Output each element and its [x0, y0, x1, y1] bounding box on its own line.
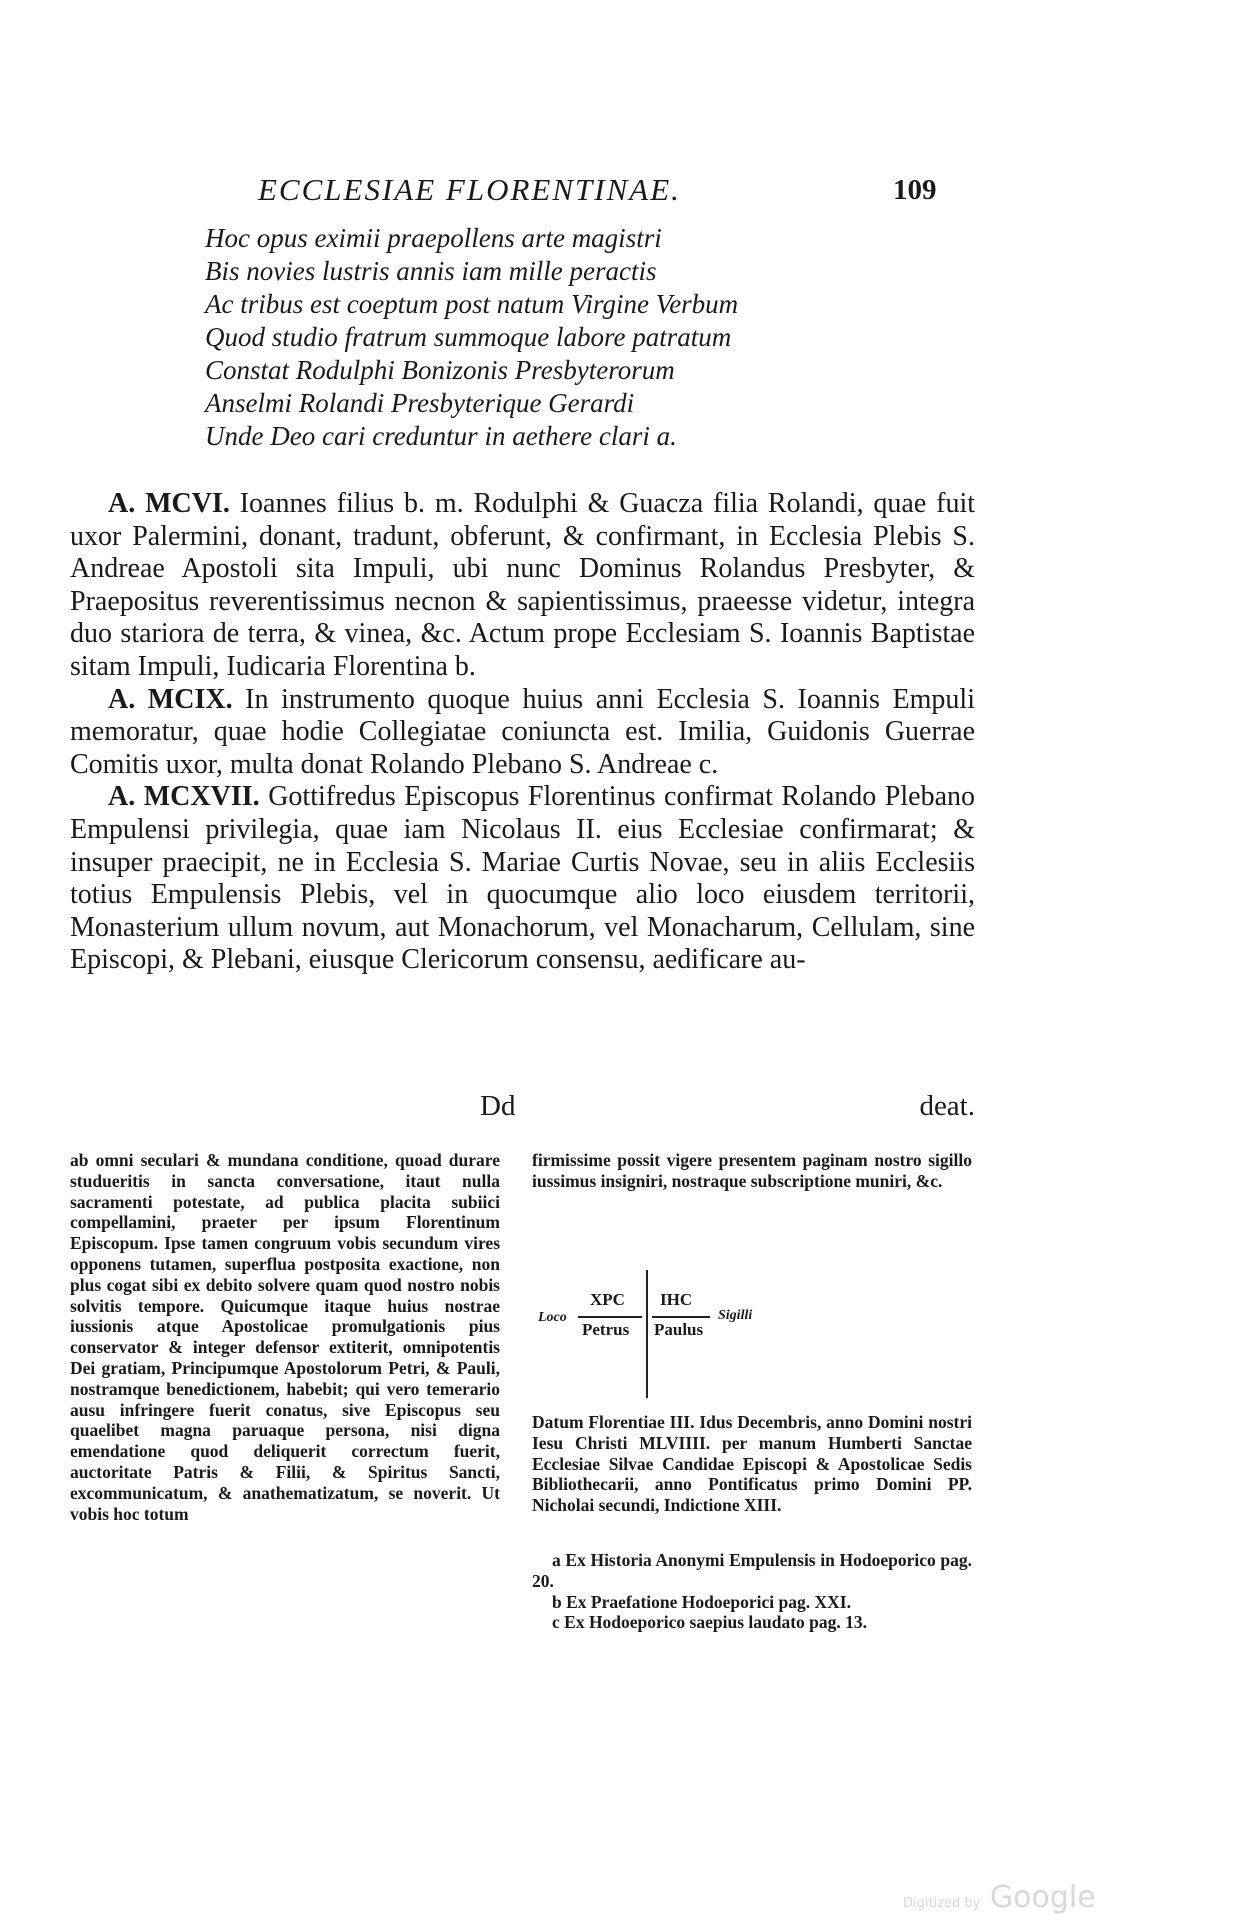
watermark-prefix: Digitized by [903, 1896, 981, 1911]
verse-line: Ac tribus est coeptum post natum Virgine Verbum [205, 289, 739, 319]
verse-line: Hoc opus eximii praepollens arte magistri [205, 223, 662, 253]
seal-ihc: IHC [660, 1290, 693, 1309]
footnote-left-column [70, 1150, 500, 1524]
digitized-watermark [903, 1880, 1096, 1915]
verse-line: Constat Rodulphi Bonizonis Presbyterorum [205, 355, 675, 385]
watermark-brand: Google [989, 1880, 1096, 1915]
header-title: ECCLESIAE FLORENTINAE. [258, 172, 681, 207]
running-header [258, 172, 958, 212]
verse-line: Unde Deo cari creduntur in aethere clari a. [205, 421, 677, 451]
seal-paulus: Paulus [654, 1320, 704, 1339]
signature-line [70, 1090, 975, 1130]
entry-paragraph [70, 781, 975, 977]
footnote-item: a Ex Historia Anonymi Empulensis in Hodoeporico pag. 20. [532, 1550, 972, 1591]
seal-rule [652, 1316, 710, 1318]
entry-paragraph [70, 684, 975, 782]
footnote-text: ab omni seculari & mundana conditione, quoad durare studueritis in sancta conversatione, itaut nulla sacramenti potestate, ad publica placita subiici compellamini, praeter per ipsum Florentinum Episcopum. Ipse tamen congruum vobis secundum vires opponens tutamen, superflua postposita exactione, non plus cogat sibi ex debito solvere quam quod nostro nobis solvitis tempore. Quicumque itaque huius nostrae iussionis atque Apostolicae promulgationis pius conservator & integer defensor extiterit, omnipotentis Dei gratiam, Principumque Apostolorum Petri, & Pauli, nostramque benedictionem, habebit; qui vero temerario ausu infringere fuerit conatus, sive Episcopus seu quaelibet magna paruaque persona, nisi digna emendatione quod deliquerit correctum fuerit, auctoritate Patris & Filii, & Spiritus Sancti, excommunicatum, & anathematizatum, se noverit. Ut vobis hoc totum [70, 1150, 500, 1524]
seal-xpc: XPC [590, 1290, 625, 1309]
verse-line: Bis novies lustris annis iam mille peractis [205, 256, 657, 286]
verse-line: Quod studio fratrum summoque labore patratum [205, 322, 732, 352]
entry-year: A. MCIX. [108, 683, 233, 715]
seal-divider [646, 1270, 648, 1398]
footnote-item: c Ex Hodoeporico saepius laudato pag. 13. [552, 1612, 868, 1633]
datum-text: Datum Florentiae III. Idus Decembris, anno Domini nostri Iesu Christi MLVIIII. per manum Humberti Sanctae Ecclesiae Silvae Candidae Episcopi & Apostolicae Sedis Bibliothecarii, anno Pontificatus primo Domini PP. Nicholai secundi, Indictione XIII. [532, 1412, 972, 1516]
entry-text: Gottifredus Episcopus Florentinus confirmat Rolando Plebano Empulensi privilegia, quae iam Nicolaus II. eius Ecclesiae confirmarat; & insuper praecipit, ne in Ecclesia S. Mariae Curtis Novae, seu in aliis Ecclesiis totius Empulensis Plebis, vel in quocumque alio loco eiusdem territorii, Monasterium ullum novum, aut Monachorum, vel Monacharum, Cellulam, sine Episcopi, & Plebani, eiusque Clericorum consensu, aedificare au- [70, 781, 976, 976]
footnote-item: b Ex Praefatione Hodoeporici pag. XXI. [552, 1591, 851, 1612]
seal-diagram [538, 1270, 788, 1400]
footnote-text: firmissime possit vigere presentem paginam nostro sigillo iussimus insigniri, nostraque subscriptione muniri, &c. [532, 1150, 972, 1191]
entry-year: A. MCXVII. [108, 781, 260, 813]
entry-year: A. MCVI. [108, 488, 230, 519]
footnotes [532, 1550, 972, 1633]
page-number: 109 [893, 174, 937, 206]
signature-mark: Dd [480, 1090, 516, 1122]
entry-text: Ioannes filius b. m. Rodulphi & Guacza filia Rolandi, quae fuit uxor Palermini, donant, tradunt, obferunt, & confirmant, in Ecclesia Plebis S. Andreae Apostoli sita Impuli, ubi nunc Dominus Rolandus Presbyter, & Praepositus reverentissimus necnon & sapientissimus, praeesse videtur, integra duo stariora de terra, & vinea, &c. Actum prope Ecclesiam S. Ioannis Baptistae sitam Impuli, Iudicaria Florentina b. [70, 488, 976, 682]
entry-paragraph [70, 488, 975, 684]
catchword: deat. [919, 1090, 975, 1122]
entry-text: In instrumento quoque huius anni Ecclesia S. Ioannis Empuli memoratur, quae hodie Collegiatae coniuncta est. Imilia, Guidonis Guerrae Comitis uxor, multa donat Rolando Plebano S. Andreae c. [70, 683, 975, 780]
seal-petrus: Petrus [582, 1320, 630, 1339]
seal-rule [578, 1316, 642, 1318]
seal-loco: Loco [538, 1310, 567, 1325]
main-text [70, 488, 975, 977]
verse-line: Anselmi Rolandi Presbyterique Gerardi [205, 388, 635, 418]
inscription-verse [205, 222, 1005, 453]
seal-sigilli: Sigilli [718, 1308, 753, 1323]
